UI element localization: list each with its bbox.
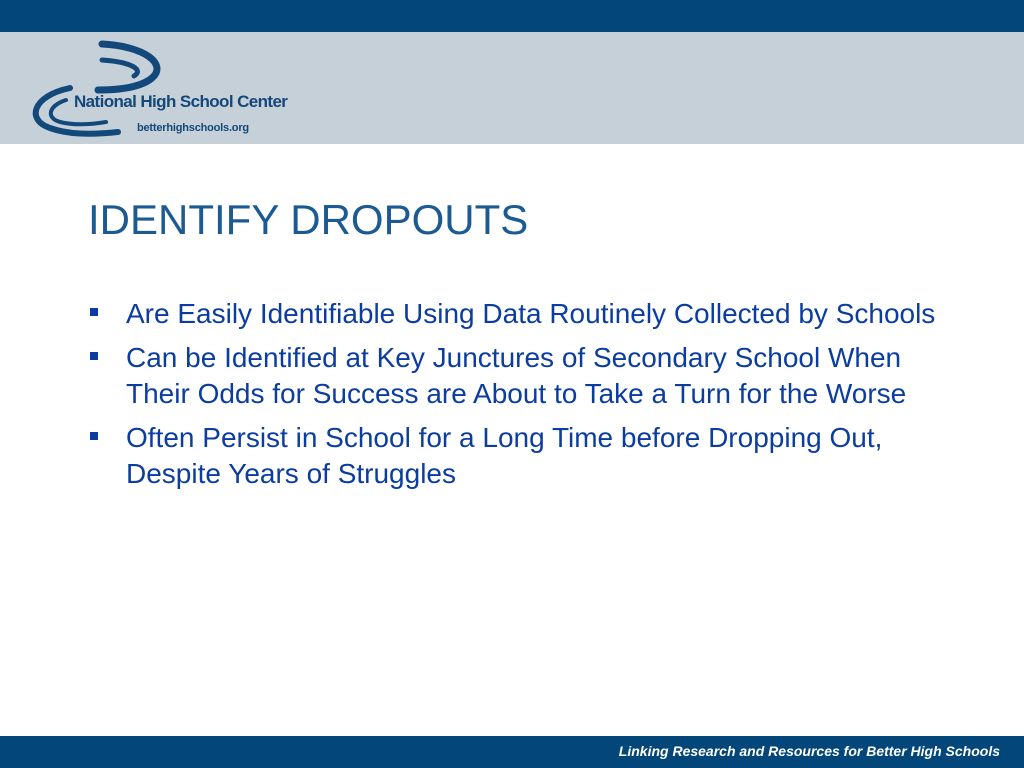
bullet-item	[90, 296, 970, 332]
square-bullet-icon	[90, 352, 98, 360]
bullet-item	[90, 420, 970, 492]
bullet-text: Often Persist in School for a Long Time before Dropping Out, Despite Years of Struggles	[126, 422, 883, 489]
logo-url: betterhighschools.org	[137, 122, 249, 134]
bullet-item	[90, 340, 970, 412]
square-bullet-icon	[90, 308, 98, 316]
footer-tagline: Linking Research and Resources for Better High Schools	[618, 743, 1000, 759]
square-bullet-icon	[90, 432, 98, 440]
slide-title: IDENTIFY DROPOUTS	[88, 196, 529, 243]
bullet-text: Are Easily Identifiable Using Data Routinely Collected by Schools	[126, 298, 936, 329]
nhsc-logo	[26, 38, 326, 142]
logo-name: National High School Center	[74, 92, 288, 111]
footer-bar	[0, 736, 1024, 768]
bullet-text: Can be Identified at Key Junctures of Secondary School When Their Odds for Success are About to Take a Turn for the Worse	[126, 342, 907, 409]
bullet-list	[90, 296, 970, 500]
top-banner-bar	[0, 0, 1024, 32]
